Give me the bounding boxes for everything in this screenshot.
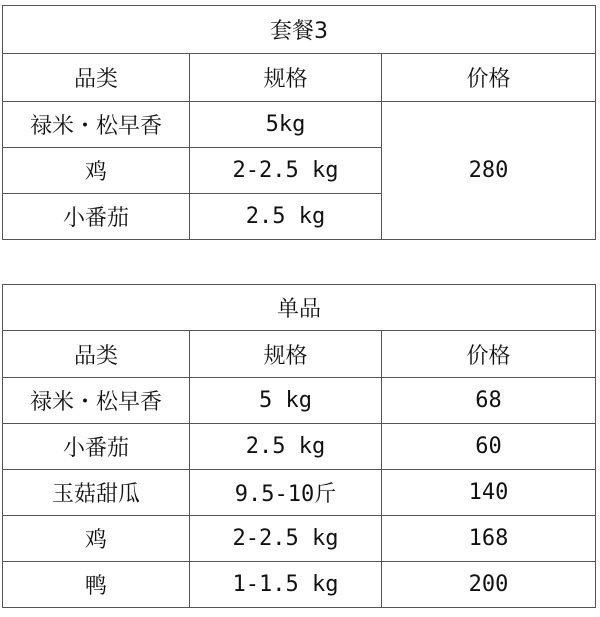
item-spec: 2-2.5 kg — [190, 516, 382, 562]
single-items-title-row — [3, 285, 596, 331]
table-row — [3, 470, 596, 516]
item-spec: 1-1.5 kg — [190, 562, 382, 608]
single-items-title: 单品 — [3, 285, 596, 331]
item-price: 60 — [382, 424, 596, 470]
table-row — [3, 378, 596, 424]
set-menu-table — [2, 5, 596, 240]
set-menu-title: 套餐3 — [3, 6, 596, 54]
set-menu-price: 280 — [382, 102, 596, 240]
set-menu-title-row — [3, 6, 596, 54]
item-category: 鸡 — [3, 516, 190, 562]
item-category: 禄米・松早香 — [3, 102, 190, 148]
table-row — [3, 424, 596, 470]
item-price: 68 — [382, 378, 596, 424]
item-price: 200 — [382, 562, 596, 608]
table-row — [3, 562, 596, 608]
item-category: 鸡 — [3, 148, 190, 194]
item-category: 玉菇甜瓜 — [3, 470, 190, 516]
set-menu-header-row — [3, 54, 596, 102]
item-category: 禄米・松早香 — [3, 378, 190, 424]
item-category: 小番茄 — [3, 424, 190, 470]
item-category: 鸭 — [3, 562, 190, 608]
table-row — [3, 102, 596, 148]
item-spec: 2-2.5 kg — [190, 148, 382, 194]
header-category: 品类 — [3, 331, 190, 378]
single-items-header-row — [3, 331, 596, 378]
item-spec: 2.5 kg — [190, 194, 382, 240]
item-spec: 2.5 kg — [190, 424, 382, 470]
item-price: 168 — [382, 516, 596, 562]
item-category: 小番茄 — [3, 194, 190, 240]
table-row — [3, 516, 596, 562]
single-items-table — [2, 284, 596, 608]
header-spec: 规格 — [190, 331, 382, 378]
item-spec: 9.5-10斤 — [190, 470, 382, 516]
header-price: 价格 — [382, 54, 596, 102]
header-spec: 规格 — [190, 54, 382, 102]
header-price: 价格 — [382, 331, 596, 378]
item-price: 140 — [382, 470, 596, 516]
item-spec: 5kg — [190, 102, 382, 148]
item-spec: 5 kg — [190, 378, 382, 424]
header-category: 品类 — [3, 54, 190, 102]
